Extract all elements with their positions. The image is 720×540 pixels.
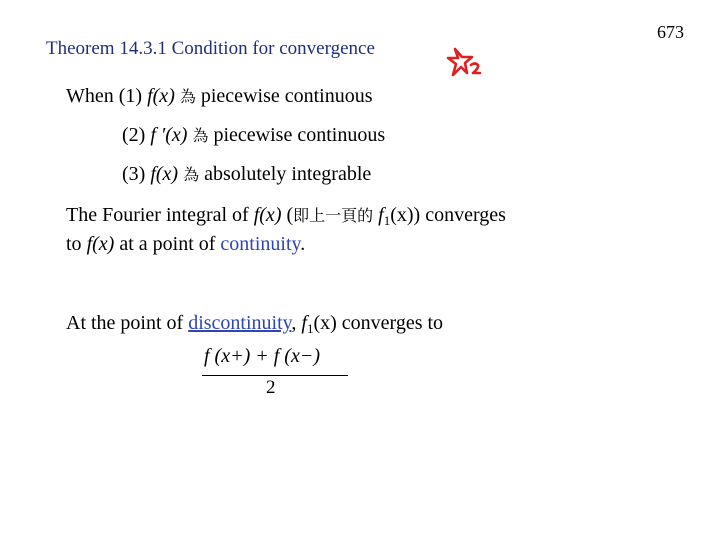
condition-1-fn: f(x) [147,85,175,107]
discontinuity-link[interactable]: discontinuity [188,312,292,334]
condition-2-num: (2) [122,124,146,146]
condition-3-zh: 為 [183,165,200,184]
statement-to: to [66,233,82,255]
formula-numerator: f (x+) + f (x−) [204,345,320,367]
statement-line2-text: at a point of [119,233,216,255]
statement-paren: ( [286,204,294,226]
condition-3-fn: f(x) [150,163,179,185]
statement-fn: f(x) [253,204,282,226]
statement-text-2: converges [425,204,506,226]
condition-3 [122,162,371,186]
continuity-term: continuity [220,233,301,255]
statement-f1-arg: (x)) [390,204,421,226]
discontinuity-text-1: At the point of [66,312,184,334]
condition-1-zh: 為 [179,87,196,106]
page-number: 673 [657,22,684,42]
when-label: When [66,85,114,107]
statement-line-1 [66,203,506,229]
star-annotation-icon [445,45,483,81]
condition-3-text: absolutely integrable [204,163,372,185]
discontinuity-f1-arg: (x) [313,312,337,334]
formula-denominator: 2 [266,377,276,398]
discontinuity-f1-sub: 1 [306,321,314,336]
discontinuity-text-2: converges to [341,312,444,334]
condition-3-num: (3) [122,163,146,185]
discontinuity-line [66,312,443,337]
discontinuity-comma: , [291,312,297,334]
fraction-bar [202,375,348,376]
condition-2-fn: f ′(x) [150,124,188,146]
statement-f1: f [378,204,384,226]
statement-line2-fn: f(x) [86,233,115,255]
theorem-title: Theorem 14.3.1 Condition for convergence [46,38,375,59]
condition-2 [122,123,385,147]
average-limit-formula [198,345,358,400]
condition-2-zh: 為 [192,126,209,145]
condition-1-num: (1) [118,85,143,107]
statement-text-1: The Fourier integral of [66,204,249,226]
statement-f1-sub: 1 [383,213,391,228]
condition-2-text: piecewise continuous [213,124,386,146]
condition-1 [66,84,373,108]
condition-1-text: piecewise continuous [200,85,373,107]
statement-zh: 即上一頁的 [293,206,374,225]
discontinuity-f1: f [301,312,307,334]
statement-period: . [300,233,306,255]
statement-line-2 [66,233,305,256]
